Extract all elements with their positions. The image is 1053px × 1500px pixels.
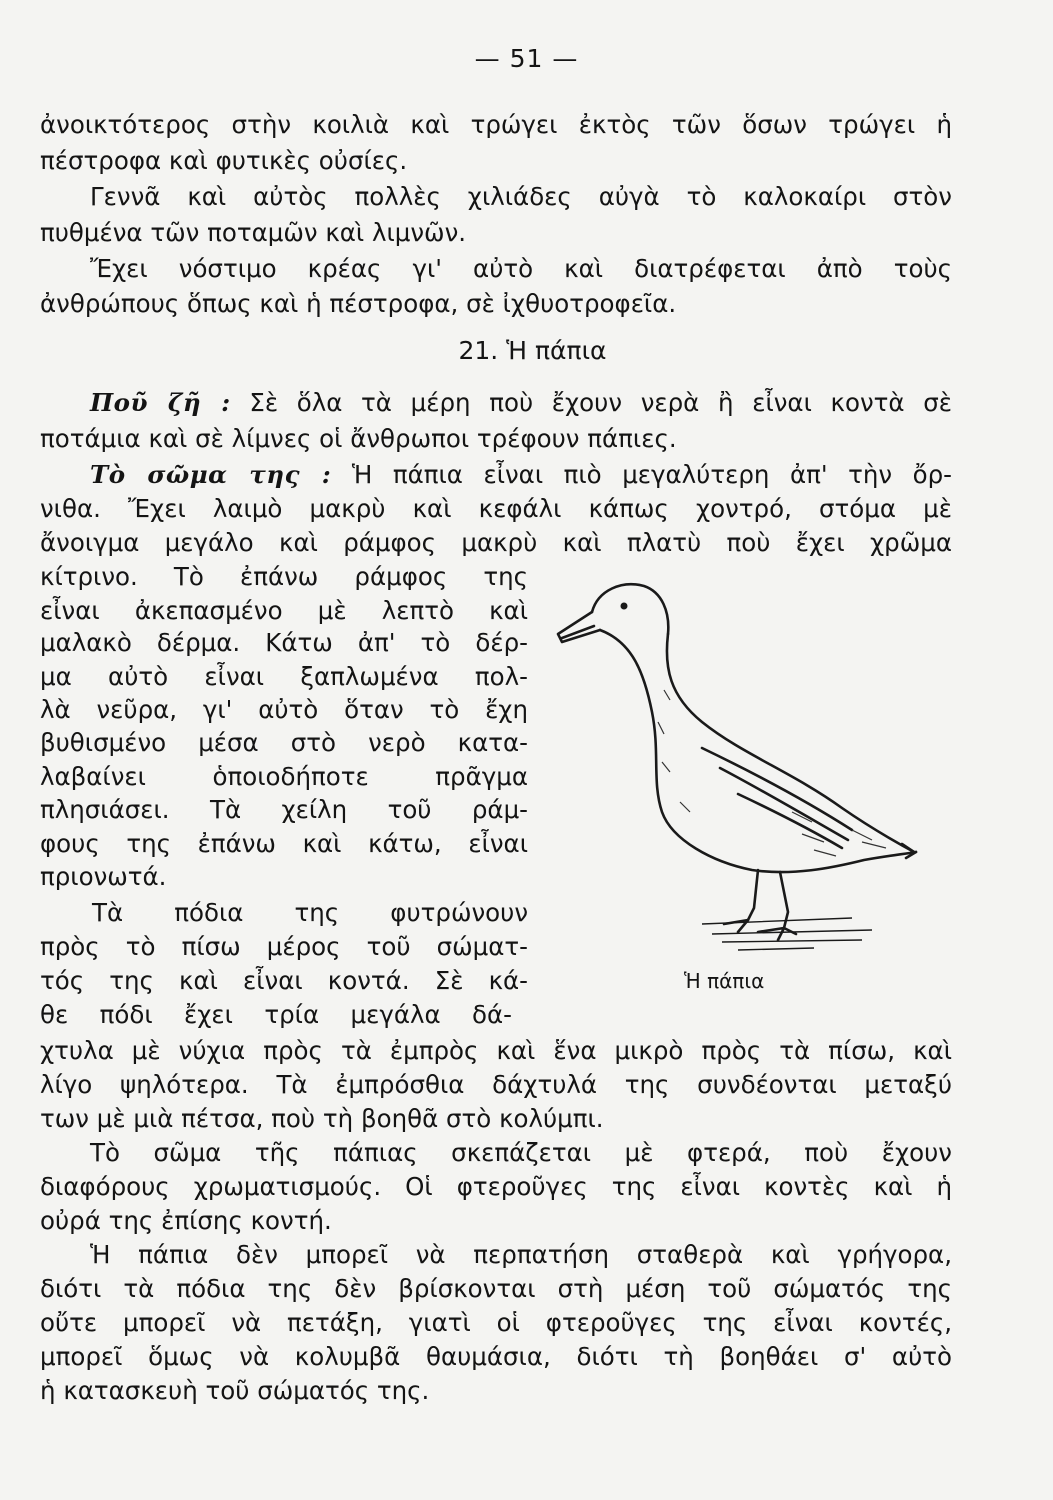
- text-line: ἀνοικτότερος στὴν κοιλιὰ καὶ τρώγει ἐκτὸς τῶν ὅσων τρώγει ἡ: [40, 110, 952, 139]
- text-line: Τὸ σῶμα τῆς πάπιας σκεπάζεται μὲ φτερά, ποὺ ἔχουν: [90, 1138, 952, 1167]
- text-line: βυθισμένο μέσα στὸ νερὸ κατα-: [40, 728, 528, 757]
- text-line: κίτρινο. Τὸ ἐπάνω ράμφος της: [40, 562, 528, 591]
- figure-caption: Ἡ πάπια: [684, 969, 765, 993]
- text-line: πρὸς τὸ πίσω μέρος τοῦ σώματ-: [40, 932, 528, 961]
- text-line: Γεννᾶ καὶ αὐτὸς πολλὲς χιλιάδες αὐγὰ τὸ καλοκαίρι στὸν: [90, 182, 952, 211]
- text-line: [90, 460, 952, 490]
- text-line: τός της καὶ εἶναι κοντά. Σὲ κά-: [40, 966, 528, 995]
- text-line: ἄνοιγμα μεγάλο καὶ ράμφος μακρὺ καὶ πλατὺ ποὺ ἔχει χρῶμα: [40, 528, 952, 557]
- text-line: διαφόρους χρωματισμούς. Οἱ φτεροῦγες της εἶναι κοντὲς καὶ ἡ: [40, 1172, 952, 1201]
- text-line: πέστροφα καὶ φυτικὲς οὐσίες.: [40, 146, 408, 175]
- text-line: λαβαίνει ὁποιοδήποτε πρᾶγμα: [40, 762, 528, 791]
- section-heading: 21. Ἡ πάπια: [458, 336, 607, 365]
- text-line: νιθα. Ἔχει λαιμὸ μακρὺ καὶ κεφάλι κάπως χοντρό, στόμα μὲ: [40, 494, 952, 523]
- where-label: Ποῦ ζῆ :: [90, 388, 231, 417]
- text-line: λίγο ψηλότερα. Τὰ ἐμπρόσθια δάχτυλά της συνδέονται μεταξύ: [40, 1070, 952, 1099]
- text-line: ἀνθρώπους ὅπως καὶ ἡ πέστροφα, σὲ ἰχθυοτροφεῖα.: [40, 289, 677, 318]
- text-line: λὰ νεῦρα, γι' αὐτὸ ὅταν τὸ ἔχη: [40, 695, 528, 724]
- text-line: διότι τὰ πόδια της δὲν βρίσκονται στὴ μέση τοῦ σώματός της: [40, 1274, 952, 1303]
- text-line: οὔτε μπορεῖ νὰ πετάξη, γιατὶ οἱ φτεροῦγες της εἶναι κοντές,: [40, 1308, 952, 1337]
- text-line: ποτάμια καὶ σὲ λίμνες οἱ ἄνθρωποι τρέφουν πάπιες.: [40, 424, 677, 453]
- text-line: ἡ κατασκευὴ τοῦ σώματός της.: [40, 1376, 430, 1405]
- text-line: πλησιάσει. Τὰ χείλη τοῦ ράμ-: [40, 795, 528, 824]
- text-line: Τὰ πόδια της φυτρώνουν: [92, 898, 528, 927]
- text-line: μαλακὸ δέρμα. Κάτω ἀπ' τὸ δέρ-: [40, 628, 528, 657]
- text-line: οὐρά της ἐπίσης κοντή.: [40, 1206, 332, 1235]
- text-line: των μὲ μιὰ πέτσα, ποὺ τὴ βοηθᾶ στὸ κολύμπι.: [40, 1104, 604, 1133]
- text-line: Ἡ πάπια δὲν μπορεῖ νὰ περπατήση σταθερὰ καὶ γρήγορα,: [90, 1240, 952, 1269]
- where-text: Σὲ ὅλα τὰ μέρη ποὺ ἔχουν νερὰ ἢ εἶναι κοντὰ σὲ: [249, 388, 952, 417]
- text-line: Ἔχει νόστιμο κρέας γι' αὐτὸ καὶ διατρέφεται ἀπὸ τοὺς: [90, 254, 952, 283]
- text-line: μπορεῖ ὅμως νὰ κολυμβᾶ θαυμάσια, διότι τὴ βοηθάει σ' αὐτὸ: [40, 1342, 952, 1371]
- text-line: [90, 388, 952, 418]
- text-line: φους της ἐπάνω καὶ κάτω, εἶναι: [40, 829, 528, 858]
- text-line: θε πόδι ἔχει τρία μεγάλα δά-: [40, 1000, 512, 1029]
- duck-illustration: [552, 572, 932, 972]
- page-number: — 51 —: [474, 44, 579, 73]
- body-label: Τὸ σῶμα της :: [90, 460, 332, 489]
- text-line: εἶναι ἀκεπασμένο μὲ λεπτὸ καὶ: [40, 596, 528, 625]
- text-line: χτυλα μὲ νύχια πρὸς τὰ ἐμπρὸς καὶ ἕνα μικρὸ πρὸς τὰ πίσω, καὶ: [40, 1036, 952, 1065]
- text-line: μα αὐτὸ εἶναι ξαπλωμένα πολ-: [40, 662, 528, 691]
- text-line: πριονωτά.: [40, 862, 167, 891]
- text-line: πυθμένα τῶν ποταμῶν καὶ λιμνῶν.: [40, 218, 467, 247]
- body-text: Ἡ πάπια εἶναι πιὸ μεγαλύτερη ἀπ' τὴν ὄρ-: [351, 460, 952, 489]
